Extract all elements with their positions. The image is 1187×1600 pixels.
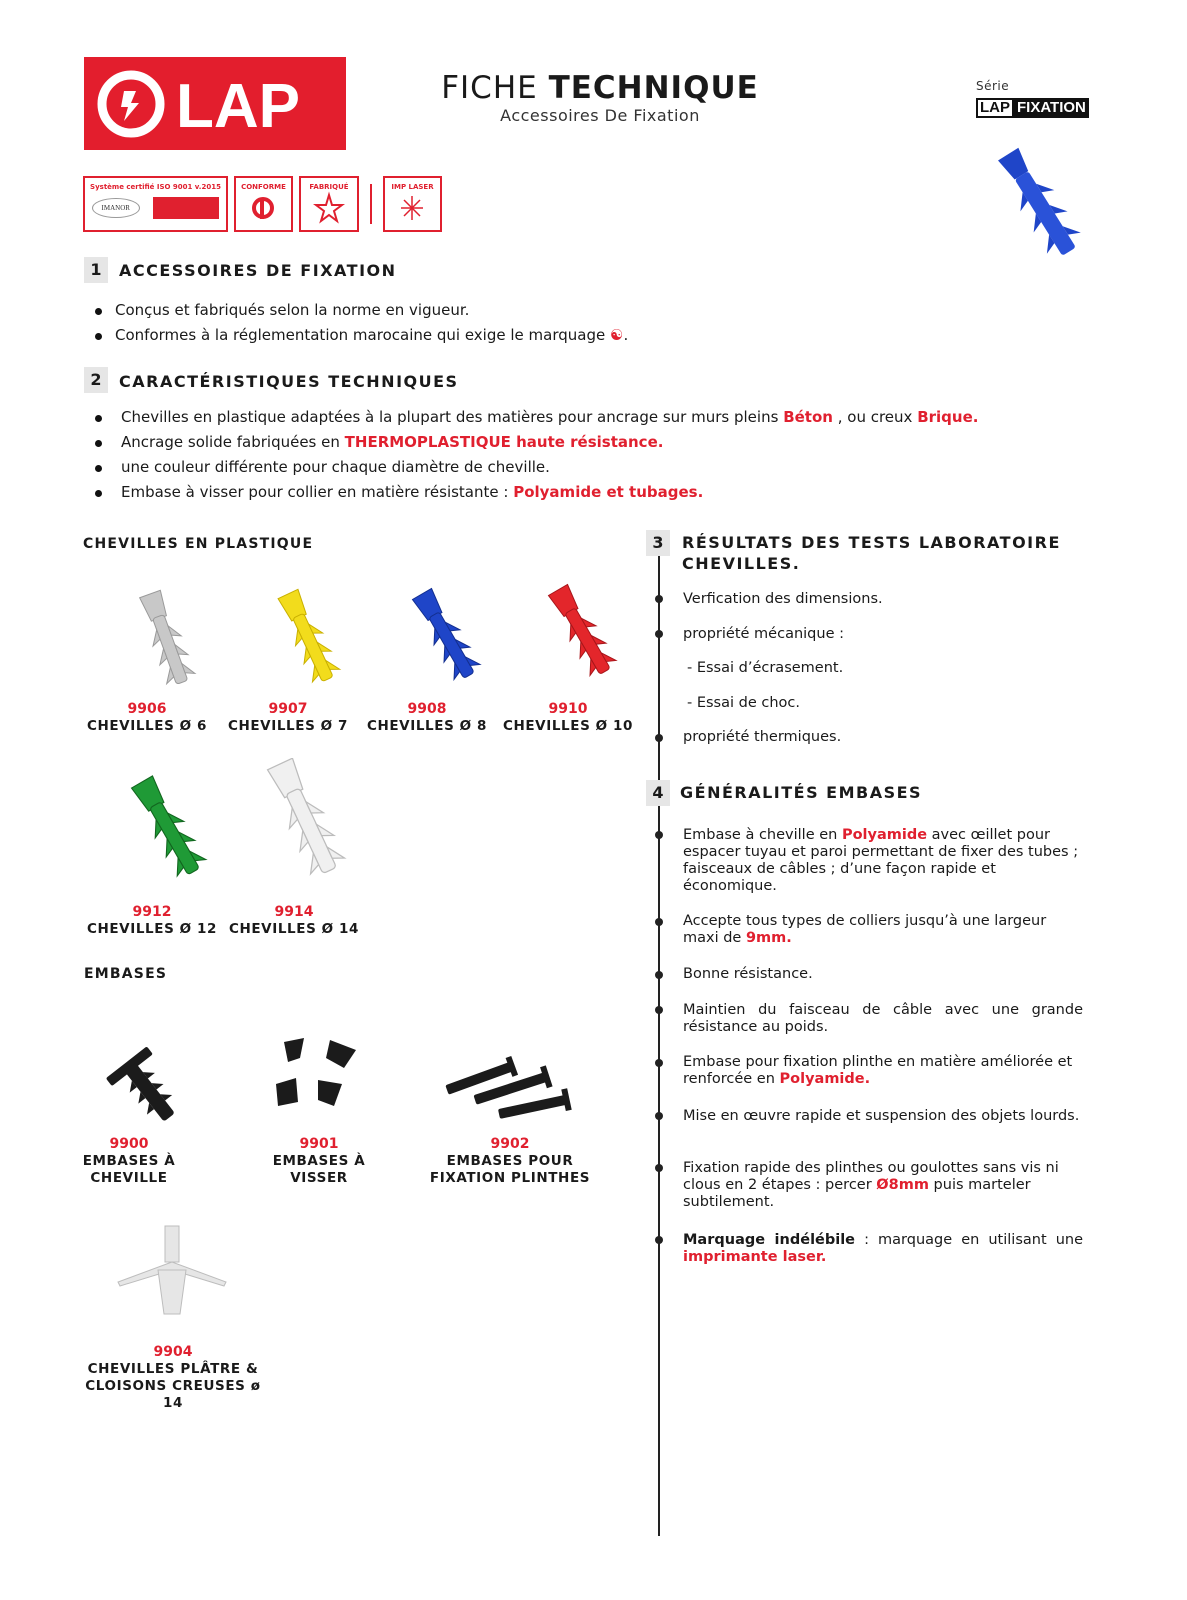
chevilles-heading: CHEVILLES EN PLASTIQUE	[83, 536, 314, 552]
anchor-image	[362, 582, 492, 697]
embase-item: Fixation rapide des plinthes ou goulottes sans vis ni clous en 2 étapes : percer Ø8mm puis marteler subtilement.	[683, 1160, 1059, 1210]
anchor-image	[84, 772, 220, 900]
timeline-dot	[655, 831, 663, 839]
page-title: FICHE TECHNIQUE	[441, 70, 759, 106]
serie-badge: LAP FIXATION	[976, 98, 1089, 118]
conformity-mark-icon	[236, 191, 291, 225]
product-9902: 9902 EMBASES POUR FIXATION PLINTHES	[425, 1042, 595, 1187]
timeline-dot	[655, 595, 663, 603]
list-item: Conformes à la réglementation marocaine qui exige le marquage ☯.	[85, 323, 628, 348]
section-3-number: 3	[646, 530, 670, 556]
timeline-dot	[655, 1236, 663, 1244]
embase-item: Bonne résistance.	[683, 966, 813, 982]
page-subtitle: Accessoires De Fixation	[500, 106, 700, 125]
anchor-image	[82, 582, 212, 697]
section-2-list	[85, 405, 1085, 505]
anchor-image	[226, 758, 362, 900]
cert-iso: Système certifié ISO 9001 v.2015 IMANOR	[83, 176, 228, 232]
section-2-title: CARACTÉRISTIQUES TECHNIQUES	[119, 372, 459, 391]
section-1-list	[85, 298, 628, 348]
anchor-image	[223, 582, 353, 697]
embase-item: Embase à cheville en Polyamide avec œillet pour espacer tuyau et paroi permettant de fixer des tubes ; faisceaux de câbles ; d’une façon rapide et économique.	[683, 827, 1079, 894]
embases-heading: EMBASES	[84, 966, 168, 982]
timeline-line	[658, 556, 660, 1536]
product-9914: 9914 CHEVILLES Ø 14	[226, 758, 362, 938]
test-item: - Essai de choc.	[687, 695, 800, 711]
timeline-dot	[655, 918, 663, 926]
timeline-dot	[655, 630, 663, 638]
test-item: - Essai d’écrasement.	[687, 660, 844, 676]
embase-cheville-image	[70, 1012, 188, 1132]
anchor-image	[500, 582, 636, 697]
imanor-seal-icon	[153, 197, 219, 219]
cert-divider	[370, 184, 372, 224]
imanor-mark: IMANOR	[92, 198, 140, 218]
product-9908: 9908 CHEVILLES Ø 8	[362, 582, 492, 735]
section-4-title: GÉNÉRALITÉS EMBASES	[680, 783, 923, 802]
product-9906: 9906 CHEVILLES Ø 6	[82, 582, 212, 735]
cert-fabrique: FABRIQUÉ	[299, 176, 359, 232]
timeline-dot	[655, 1112, 663, 1120]
embase-item: Marquage indélébile : marquage en utilisant une imprimante laser.	[683, 1232, 1083, 1265]
cert-conforme: CONFORME	[234, 176, 293, 232]
timeline-dot	[655, 1059, 663, 1067]
star-icon	[301, 191, 357, 225]
product-9907: 9907 CHEVILLES Ø 7	[223, 582, 353, 735]
section-4-number: 4	[646, 780, 670, 806]
conformity-mark-icon: ☯	[609, 326, 624, 344]
product-9904: 9904 CHEVILLES PLÂTRE & CLOISONS CREUSES ø 14	[80, 1222, 266, 1412]
cert-imp-laser: IMP LASER	[383, 176, 442, 232]
section-1-title: ACCESSOIRES DE FIXATION	[119, 261, 397, 280]
list-item: Conçus et fabriqués selon la norme en vigueur.	[85, 298, 628, 323]
product-9912: 9912 CHEVILLES Ø 12	[84, 772, 220, 938]
product-9901: 9901 EMBASES À VISSER	[260, 1028, 378, 1187]
embase-item: Accepte tous types de colliers jusqu’à une largeur maxi de 9mm.	[683, 913, 1047, 946]
timeline-dot	[655, 734, 663, 742]
embase-item: Embase pour fixation plinthe en matière améliorée et renforcée en Polyamide.	[683, 1054, 1073, 1087]
section-1-number: 1	[84, 257, 108, 283]
plasterboard-anchor-image	[80, 1222, 266, 1340]
list-item: Ancrage solide fabriquées en THERMOPLASTIQUE haute résistance.	[85, 430, 1085, 455]
list-item: Chevilles en plastique adaptées à la plupart des matières pour ancrage sur murs pleins Béton , ou creux Brique.	[85, 405, 1085, 430]
laser-icon	[385, 191, 440, 225]
test-item: propriété mécanique :	[683, 626, 844, 642]
test-item: propriété thermiques.	[683, 729, 842, 745]
list-item: Embase à visser pour collier en matière résistante : Polyamide et tubages.	[85, 480, 1085, 505]
section-3-title: RÉSULTATS DES TESTS LABORATOIRE CHEVILLES.	[682, 533, 1061, 573]
timeline-dot	[655, 1164, 663, 1172]
brand-name: LAP	[176, 72, 300, 141]
list-item: une couleur différente pour chaque diamètre de cheville.	[85, 455, 1085, 480]
embase-visser-image	[260, 1028, 378, 1132]
brand-logo	[84, 57, 346, 150]
test-item: Verfication des dimensions.	[683, 591, 883, 607]
serie-label: Série	[976, 79, 1010, 93]
timeline-dot	[655, 971, 663, 979]
product-9900: 9900 EMBASES À CHEVILLE	[70, 1012, 188, 1187]
blue-anchor-image	[990, 140, 1090, 274]
embase-item: Maintien du faisceau de câble avec une grande résistance au poids.	[683, 1002, 1083, 1035]
timeline-dot	[655, 1006, 663, 1014]
embase-plinthe-image	[425, 1042, 595, 1132]
section-2-number: 2	[84, 367, 108, 393]
product-9910: 9910 CHEVILLES Ø 10	[500, 582, 636, 735]
embase-item: Mise en œuvre rapide et suspension des objets lourds.	[683, 1108, 1080, 1124]
